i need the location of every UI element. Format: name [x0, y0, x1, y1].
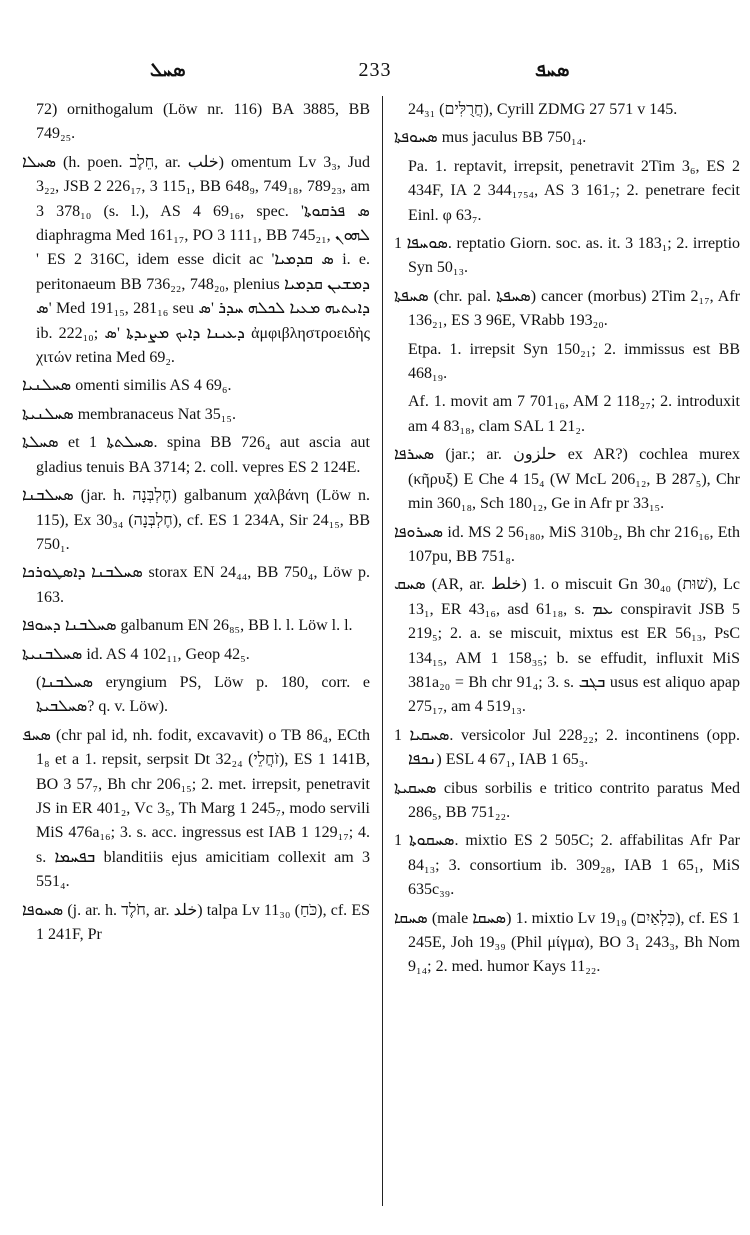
dictionary-entry: ܣܚܠܢܝܐ omenti similis AS 4 69₆. [22, 377, 232, 395]
dictionary-entry: ܣܚܠܒܢܐ ܕܐܣܛܘܪܟܐ storax EN 24₄₄, BB 750₄, Löw p. 163. [22, 564, 370, 606]
dictionary-entry: ܣܚܘܦܐ (j. ar. h. חֹלֶד, ar. خلد) talpa Lv 11₃₀ (כֹּחַ), cf. ES 1 241F, Pr [22, 901, 370, 943]
dictionary-entry: ܣܚܦܬܐ (chr. pal. ܣܚܦܬܐ) cancer (morbus) 2Tim 2₁₇, Afr 136₂₁, ES 3 96E, VRabb 193₂₀. [394, 287, 740, 330]
dictionary-entry: Pa. 1. reptavit, irrepsit, penetravit 2Tim 3₆, ES 2 434F, IA 2 344₁₇₅₄, AS 3 161₇; 2. penetrare fecit Einl. φ 63₇. [408, 157, 740, 224]
dictionary-entry: ܣܚܘܦܬܐ mus jaculus BB 750₁₄. [394, 129, 587, 147]
dictionary-entry: ܣܚܠܒܢܝܬܐ id. AS 4 102₁₁, Geop 42₅. [22, 645, 250, 663]
dictionary-entry: 24₃₁ (חֲרֻלִּים), Cyrill ZDMG 27 571 v 145. [408, 101, 678, 118]
dictionary-entry: ܣܚܠܐ (h. poen. חֵלֶב, ar. خلب) omentum Lv 3₃, Jud 3₂₂, JSB 2 226₁₇, 3 115₁, BB 648₉, 749₁₈, 789₂₃, am 3 378₁₀ (s. l.), AS 4 69₁₆, spec. 'ܣ ܦܪܩܘܬܐ diaphragma Med 161₁₇, PO 3 111₁, BB 745₂₁, ܠܗܘܢ ' ES 2 316C, idem esse dicit ac 'ܣ ܩܕܡܝܐ i. e. peritonaeum BB 736₂₂, 748₂₀, plenius ܕܡܫܝܢ ܩܕܡܝܐ 'ܣ Med 191₁₅, 281₁₆ seu ܕܐܝܬܝܗ ܡܥܝܐ ܠܟܠܗ ܚܕܪ 'ܣ ib. 222₁₀; ܕܥܝܢܐ ܕܐܝܟ ܡܨܝܕܬܐ 'ܣ ἀμφιβληστροειδὴς χιτών retina Med 69₂. [22, 153, 370, 367]
page-number: 233 [358, 59, 392, 81]
dictionary-entry: ܣܚܩܝܐ 1. versicolor Jul 228₂₂; 2. incontinens (opp. ܢܟܦܐ) ESL 4 67₁, IAB 1 65₃. [394, 726, 740, 769]
dictionary-entry: ܣܚܩ (AR, ar. خلط) 1. o miscuit Gn 30₄₀ (שׁוּת), Lc 13₁, ER 43₁₆, asd 61₁₈, s. ܥܡ conspiravit JSB 5 219₅; 2. a. se miscuit, mixtus est ER 56₁₃, PsC 134₁₅, AM 1 158₃₅; b. se effudit, influxit MiS 381a₂₀ = Bh chr 91₄; 3. s. ܒܓܒ usus est aliquo apap 275₁₇, am 4 519₁₃. [394, 576, 740, 716]
column-divider [382, 96, 383, 1206]
left-column [22, 98, 370, 1208]
dictionary-entry: ܣܚܦ (chr pal id, nh. fodit, excavavit) o TB 86₄, ECth 1₈ et a 1. repsit, serpsit Dt 32₂₄ (זֹחֲלֵי), ES 1 141B, BO 3 57₇, Bh chr 206₁₅; 2. met. irrepsit, penetravit JS in ER 401₂, Vc 3₅, Th Marg 1 245₇, modo servili MiS 476a₁₆; 3. s. acc. ingressus est IAB 1 129₁₇; 4. s. ܒܦܚܡܐ blanditiis ejus amicitiam collexit am 3 551₄. [22, 726, 370, 891]
dictionary-entry: ܣܚܠܒܢܐ ܕܚܘܦܐ galbanum EN 26₈₅, BB l. l. Löw l. l. [22, 617, 353, 635]
right-column [394, 98, 740, 1208]
dictionary-entry: ܣܚܩܝܬܐ cibus sorbilis e tritico contrito paratus Med 286₅, BB 751₂₂. [394, 779, 740, 821]
dictionary-entry: ܣܚܪܘܦܐ id. MS 2 56₁₈₀, MiS 310b₂, Bh chr 216₁₆, Eth 107pu, BB 751₈. [394, 523, 740, 565]
dictionary-entry: ܣܚܠܬܐ et ܣܚܠܬܬܐ 1. spina BB 726₄ aut ascia aut gladius tenuis BA 3714; 2. coll. vepres ES 2 124E. [22, 434, 370, 476]
dictionary-entry: ܣܚܠܒܢܐ (jar. h. חֶלְבְּנָה) galbanum χαλβάνη (Löw n. 115), Ex 30₃₄ (חֶלְבְּנָה), cf. ES 1 234A, Sir 24₁₅, BB 750₁. [22, 487, 370, 553]
running-head-right: ܣܚܦ [535, 59, 570, 81]
dictionary-entry: ܣܘܚܦܐ 1. reptatio Giorn. soc. as. it. 3 183₁; 2. irreptio Syn 50₁₃. [394, 235, 740, 277]
dictionary-entry: Af. 1. movit am 7 701₁₆, AM 2 118₂₇; 2. introduxit am 4 83₁₈, clam SAL 1 21₂. [408, 393, 740, 435]
running-head-left: ܣܚܠ [150, 59, 186, 81]
dictionary-entry: (ܣܚܠܒܢܐ eryngium PS, Löw p. 180, corr. e ܣܚܠܒܝܬܐ? q. v. Löw). [36, 673, 370, 716]
dictionary-entry: Etpa. 1. irrepsit Syn 150₂₁; 2. immissus est BB 468₁₉. [408, 340, 740, 383]
dictionary-entry: ܣܚܩܐ (male ܣܚܩܐ) 1. mixtio Lv 19₁₉ (כִּלְאַיִם), cf. ES 1 245E, Joh 19₃₉ (Phil μίγμα), BO 3₁ 243₃, Bh Nom 9₁₄; 2. med. humor Kays 11₂₂. [394, 909, 740, 976]
dictionary-entry: ܣܚܠܢܝܬܐ membranaceus Nat 35₁₅. [22, 405, 236, 423]
dictionary-entry: ܣܚܪܦܐ (jar.; ar. حلزون ex AR?) cochlea murex (κῆρυξ) E Che 4 15₄ (W McL 206₁₂, B 287₅), Chr min 360₁₈, Sch 180₁₂, Ge in Afr pr 33₁₅. [394, 446, 740, 513]
dictionary-entry: 72) ornithogalum (Löw nr. 116) BA 3885, BB 749₂₅. [36, 101, 370, 143]
dictionary-entry: ܣܚܩܘܬܐ 1. mixtio ES 2 505C; 2. affabilitas Afr Par 84₁₃; 3. consortium ib. 309₂₈, IAB 1 65₁, MiS 635c₃₉. [394, 832, 740, 899]
